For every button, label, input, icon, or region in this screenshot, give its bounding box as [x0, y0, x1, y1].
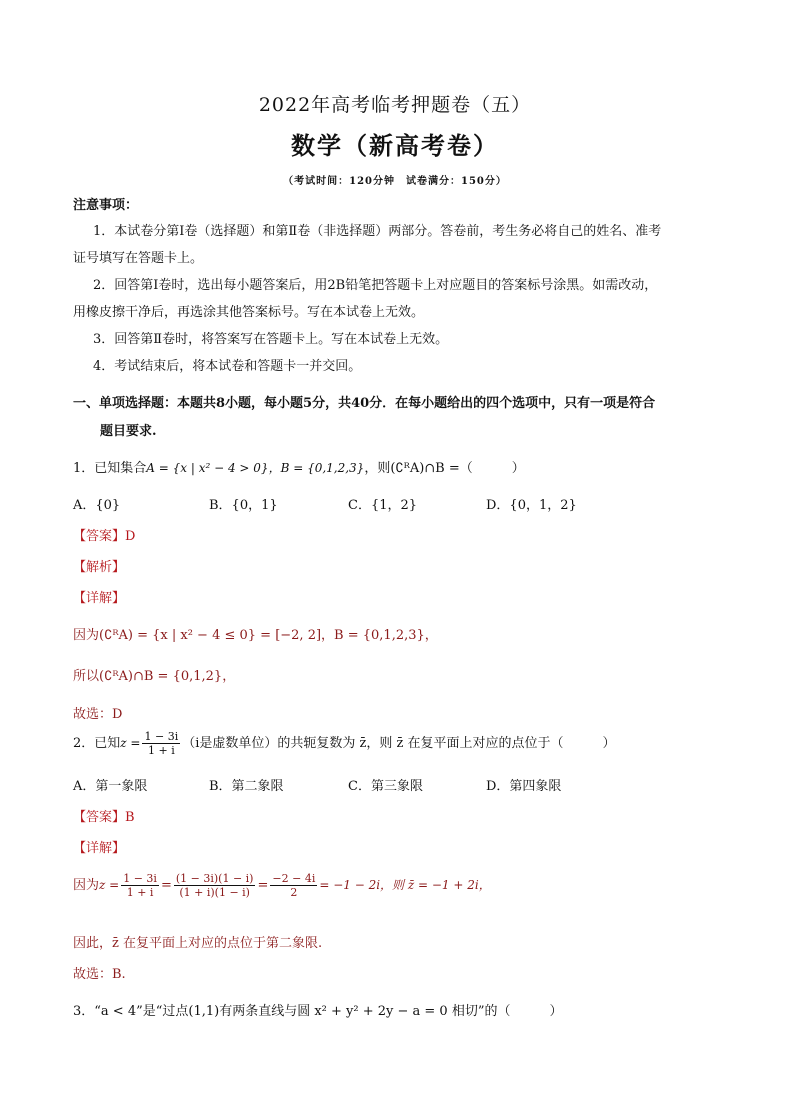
question-2-solution-z: z = — [99, 878, 120, 892]
question-1-answer: 【答案】D — [73, 529, 136, 544]
question-1-detail-label: 【详解】 — [73, 591, 126, 606]
question-1-option-d: D．{0，1，2} — [486, 498, 577, 513]
frac-3-den: 2 — [290, 886, 298, 899]
frac-1-num: 1 − 3i — [123, 872, 157, 885]
frac-1-den: 1 + i — [126, 886, 154, 899]
section-1-heading-cont: 题目要求. — [100, 424, 157, 439]
question-1-option-a: A．{0} — [73, 498, 121, 513]
section-1-heading: 一、单项选择题：本题共8小题，每小题5分，共40分．在每小题给出的四个选项中，只有一项是符合 — [73, 396, 656, 411]
equals-sign: = — [160, 878, 172, 893]
question-1-prefix: 1．已知集合 — [73, 461, 147, 476]
question-3-stem: 3．“a < 4”是“过点(1,1)有两条直线与圆 x² + y² + 2y − a = 0 相切”的（ ） — [73, 1004, 563, 1019]
question-1-solution-1: 因为(∁ᴿA) = {x | x² − 4 ≤ 0} = [−2, 2]，B = {0,1,2,3}， — [73, 628, 438, 643]
question-2-option-a: A．第一象限 — [73, 779, 148, 794]
question-2-solution-frac-1 — [121, 872, 159, 899]
question-2-choice: 故选：B. — [73, 967, 126, 982]
question-2-detail-label: 【详解】 — [73, 841, 126, 856]
exam-title: 2022年高考临考押题卷（五） — [258, 94, 532, 116]
question-2-option-c: C．第三象限 — [348, 779, 423, 794]
notice-item-4: 4．考试结束后，将本试卷和答题卡一并交回。 — [93, 359, 362, 374]
question-1-set-b: ，B = {0,1,2,3} — [268, 461, 365, 475]
question-2-solution — [73, 872, 491, 899]
question-2-solution-frac-3 — [270, 872, 317, 899]
equals-sign-2: = — [257, 878, 269, 893]
question-2-fraction — [142, 730, 180, 757]
question-1-solution-2: 所以(∁ᴿA)∩B = {0,1,2}， — [73, 669, 236, 684]
question-2-solution-tail: = −1 − 2i，则 z̄ = −1 + 2i， — [319, 878, 491, 892]
frac-3-num: −2 − 4i — [272, 872, 316, 885]
notice-heading: 注意事项： — [73, 198, 139, 213]
question-1-stem — [73, 457, 525, 476]
question-2-solution-prefix: 因为 — [73, 878, 100, 893]
question-2-fraction-num: 1 − 3i — [144, 730, 179, 743]
notice-item-3: 3．回答第Ⅱ卷时，将答案写在答题卡上。写在本试卷上无效。 — [93, 332, 449, 347]
subject-title: 数学（新高考卷） — [291, 131, 499, 160]
notice-item-2-line-1: 2．回答第Ⅰ卷时，选出每小题答案后，用2B铅笔把答题卡上对应题目的答案标号涂黑。如需改动， — [93, 278, 658, 293]
question-1-option-b: B．{0，1} — [209, 498, 278, 513]
question-2-conclusion: 因此，z̄ 在复平面上对应的点位于第二象限. — [73, 936, 323, 951]
question-2-stem — [73, 730, 615, 757]
question-1-analysis-label: 【解析】 — [73, 560, 126, 575]
question-1-choice: 故选：D — [73, 707, 123, 722]
question-1-ask: ，则(∁ᴿA)∩B =（ ） — [364, 461, 525, 476]
question-2-solution-frac-2 — [174, 872, 256, 899]
question-2-fraction-den: 1 + i — [147, 744, 175, 757]
question-2-rest: （i是虚数单位）的共轭复数为 z̄，则 z̄ 在复平面上对应的点位于（ ） — [182, 736, 616, 751]
notice-item-2-line-2: 用橡皮擦干净后，再选涂其他答案标号。写在本试卷上无效。 — [73, 305, 425, 320]
question-1-option-c: C．{1，2} — [348, 498, 418, 513]
question-2-z: z = — [120, 736, 141, 750]
exam-info: （考试时间：120分钟 试卷满分：150分） — [283, 176, 507, 187]
notice-item-1-line-2: 证号填写在答题卡上。 — [73, 251, 204, 266]
question-2-option-b: B．第二象限 — [209, 779, 284, 794]
question-2-prefix: 2．已知 — [73, 736, 121, 751]
question-1-set-a: A = {x | x² − 4 > 0} — [146, 461, 269, 475]
frac-2-den: (1 + i)(1 − i) — [179, 886, 250, 899]
notice-item-1-line-1: 1．本试卷分第Ⅰ卷（选择题）和第Ⅱ卷（非选择题）两部分。答卷前，考生务必将自己的姓名、准考 — [93, 224, 662, 239]
frac-2-num: (1 − 3i)(1 − i) — [175, 872, 254, 885]
question-2-answer: 【答案】B — [73, 810, 135, 825]
question-2-option-d: D．第四象限 — [486, 779, 562, 794]
